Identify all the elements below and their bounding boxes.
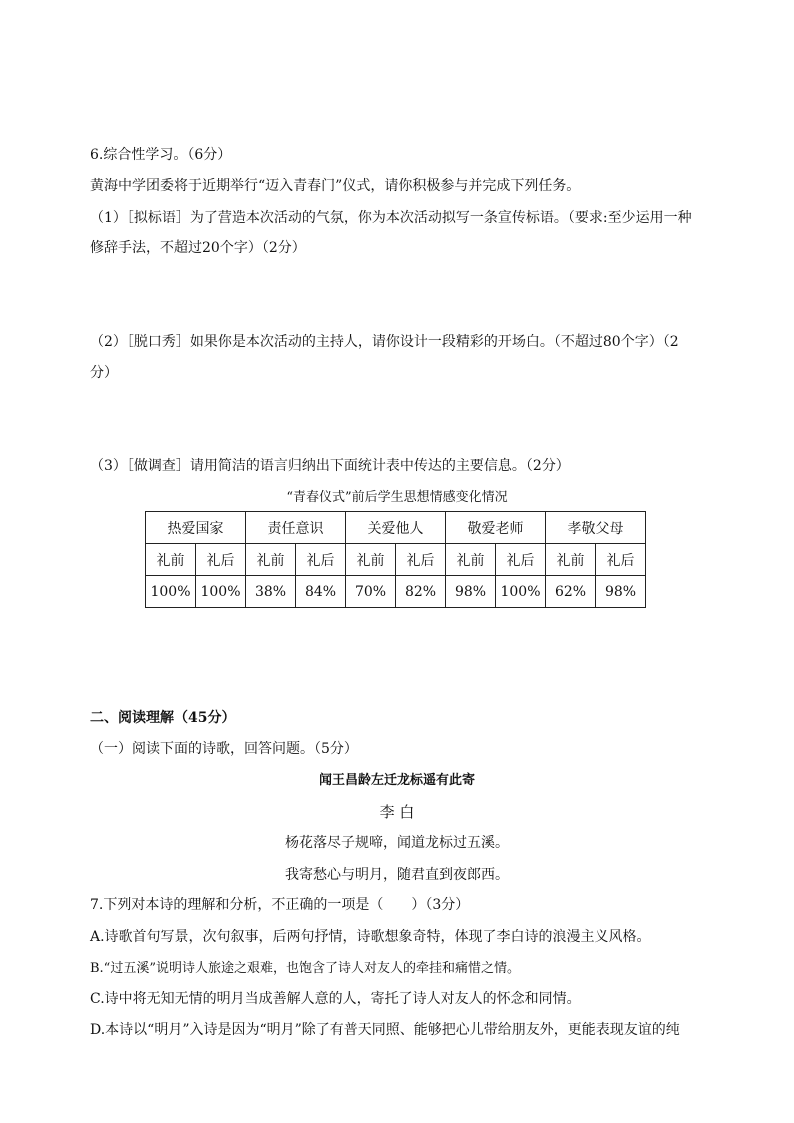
- table-group-header: 关爱他人: [346, 512, 446, 544]
- table-cell: 98%: [596, 576, 646, 608]
- table-after-label: 礼后: [196, 544, 246, 576]
- table-cell: 98%: [446, 576, 496, 608]
- table-after-label: 礼后: [496, 544, 546, 576]
- table-group-header: 孝敬父母: [546, 512, 646, 544]
- survey-table: [145, 511, 646, 608]
- q6-part3: （3）［做调查］请用简洁的语言归纳出下面统计表中传达的主要信息。（2分）: [90, 458, 570, 474]
- table-cell: 84%: [296, 576, 346, 608]
- table-group-header: 敬爱老师: [446, 512, 546, 544]
- section2-title: 二、阅读理解（45分）: [90, 710, 236, 726]
- table-after-label: 礼后: [396, 544, 446, 576]
- q6-title: 6.综合性学习。（6分）: [90, 147, 232, 163]
- q7-option-d: D.本诗以“明月”入诗是因为“明月”除了有普天同照、能够把心儿带给朋友外，更能表现友谊的纯: [90, 1022, 680, 1038]
- table-before-label: 礼前: [146, 544, 196, 576]
- table-subheader-row: [146, 544, 646, 576]
- q6-part1-line2: 修辞手法，不超过20个字）（2分）: [90, 240, 306, 256]
- poem-line2: 我寄愁心与明月，随君直到夜郎西。: [285, 867, 509, 883]
- q6-part2-line1: （2）［脱口秀］如果你是本次活动的主持人，请你设计一段精彩的开场白。（不超过80个字）（2: [90, 334, 679, 350]
- q6-part2-line2: 分）: [90, 365, 118, 381]
- table-before-label: 礼前: [546, 544, 596, 576]
- table-after-label: 礼后: [296, 544, 346, 576]
- table-cell: 70%: [346, 576, 396, 608]
- q7-option-c: C.诗中将无知无情的明月当成善解人意的人，寄托了诗人对友人的怀念和同情。: [90, 991, 581, 1007]
- table-cell: 82%: [396, 576, 446, 608]
- table-caption: “青春仪式”前后学生思想情感变化情况: [286, 490, 508, 505]
- table-group-header: 热爱国家: [146, 512, 246, 544]
- table-before-label: 礼前: [446, 544, 496, 576]
- table-cell: 100%: [146, 576, 196, 608]
- table-before-label: 礼前: [346, 544, 396, 576]
- q6-intro: 黄海中学团委将于近期举行“迈入青春门”仪式，请你积极参与并完成下列任务。: [90, 178, 581, 194]
- q7-stem: 7.下列对本诗的理解和分析，不正确的一项是（ ）（3分）: [90, 897, 470, 913]
- q7-option-a: A.诗歌首句写景，次句叙事，后两句抒情，诗歌想象奇特，体现了李白诗的浪漫主义风格。: [90, 929, 651, 945]
- table-header-row: [146, 512, 646, 544]
- table-value-row: [146, 576, 646, 608]
- table-cell: 100%: [496, 576, 546, 608]
- q6-part1-line1: （1）［拟标语］为了营造本次活动的气氛，你为本次活动拟写一条宣传标语。（要求:至少运用一种: [90, 210, 692, 226]
- table-cell: 62%: [546, 576, 596, 608]
- table-cell: 38%: [246, 576, 296, 608]
- q7-option-b: B.“过五溪”说明诗人旅途之艰难，也饱含了诗人对友人的牵挂和痛惜之情。: [90, 961, 520, 976]
- poem-line1: 杨花落尽子规啼，闻道龙标过五溪。: [285, 835, 509, 851]
- poem-title: 闻王昌龄左迁龙标遥有此寄: [318, 773, 475, 788]
- table-before-label: 礼前: [246, 544, 296, 576]
- table-cell: 100%: [196, 576, 246, 608]
- table-group-header: 责任意识: [246, 512, 346, 544]
- poem-author: 李 白: [379, 803, 415, 821]
- section2-sub1: （一）阅读下面的诗歌，回答问题。（5分）: [90, 741, 358, 757]
- table-after-label: 礼后: [596, 544, 646, 576]
